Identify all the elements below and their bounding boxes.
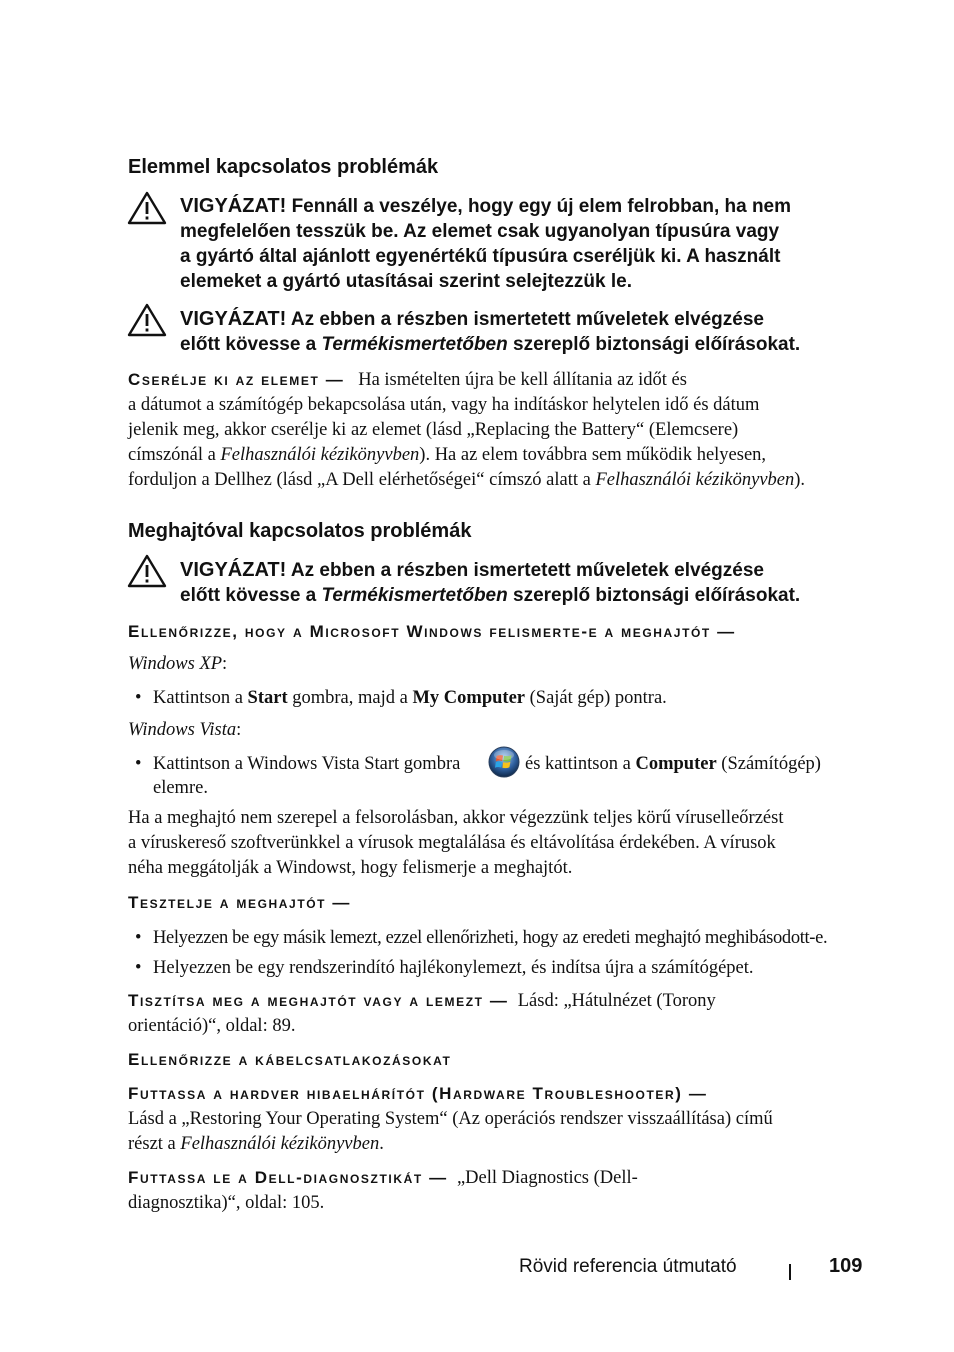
windows-vista-start-icon [488, 746, 520, 778]
paragraph-text: címszónál a [128, 445, 221, 465]
warning-triangle-icon [127, 554, 167, 588]
bullet-text: (Számítógép) [716, 754, 821, 774]
warning-safety-drive [180, 558, 800, 608]
clean-drive-subheading: Tisztítsa meg a meghajtót vagy a lemezt — [128, 991, 509, 1010]
paragraph-text: orientáció)“, oldal: 89. [128, 1016, 296, 1036]
bullet-text: és kattintson a [525, 754, 636, 774]
computer-term: Computer [635, 754, 717, 774]
footer-separator [789, 1264, 791, 1280]
paragraph-text: forduljon a Dellhez (lásd „A Dell elérhetőségei“ címszó alatt a [128, 470, 596, 490]
bullet-dot: • [135, 688, 142, 708]
windows-xp-label [128, 652, 227, 677]
paragraph-text: Lásd: „Hátulnézet (Torony [517, 991, 716, 1011]
bullet-text: Kattintson a [153, 688, 248, 708]
test-drive-subheading [128, 890, 351, 916]
replace-battery-paragraph [128, 367, 805, 493]
warning-text: Az ebben a részben ismertetett műveletek elvégzése [290, 309, 764, 330]
paragraph-text: „Dell Diagnostics (Dell- [456, 1168, 638, 1188]
virus-paragraph [128, 806, 783, 881]
paragraph-text: Lásd a „Restoring Your Operating System“ (Az operációs rendszer visszaállítása) című [128, 1109, 773, 1129]
product-info-guide-ref: Termékismertetőben [321, 334, 508, 355]
warning-label: VIGYÁZAT! [180, 308, 287, 330]
warning-text: elemeket a gyártó utasításai szerint selejtezzük le. [180, 271, 632, 292]
check-windows-subheading [128, 619, 736, 645]
paragraph-text: . [379, 1134, 384, 1154]
bullet-dot: • [135, 928, 142, 948]
bullet-text: (Saját gép) pontra. [525, 688, 667, 708]
warning-battery-explosion [180, 194, 791, 294]
warning-text: szereplő biztonsági előírásokat. [507, 334, 801, 355]
paragraph-text: részt a [128, 1134, 181, 1154]
bullet-dot: • [135, 958, 142, 978]
page-number: 109 [829, 1255, 863, 1277]
colon: : [222, 654, 228, 674]
vista-bullet-line1-cont [525, 752, 821, 777]
section-heading-drive: Meghajtóval kapcsolatos problémák [128, 520, 472, 542]
warning-label: VIGYÁZAT! [180, 559, 287, 581]
user-guide-ref: Felhasználói kézikönyvben [220, 445, 420, 465]
user-guide-ref: Felhasználói kézikönyvben [180, 1134, 380, 1154]
my-computer-term: My Computer [412, 688, 525, 708]
os-name: Windows XP [128, 654, 223, 674]
product-info-guide-ref: Termékismertetőben [321, 585, 508, 606]
replace-battery-subheading: Cserélje ki az elemet — [128, 370, 345, 389]
paragraph-text: Ha a meghajtó nem szerepel a felsorolásban, akkor végezzünk teljes körű víruselleőrzést [128, 808, 784, 828]
dell-diagnostics-paragraph [128, 1165, 638, 1216]
paragraph-text: ). [794, 470, 806, 490]
windows-vista-label [128, 718, 241, 743]
test-bullet-1: Helyezzen be egy másik lemezt, ezzel ellenőrizheti, hogy az eredeti meghajtó meghibásodott-e. [153, 928, 828, 948]
paragraph-text: jelenik meg, akkor cserélje ki az elemet (lásd „Replacing the Battery“ (Elemcsere) [128, 420, 739, 440]
warning-safety-battery [180, 307, 800, 357]
warning-text: szereplő biztonsági előírásokat. [507, 585, 801, 606]
warning-text: Az ebben a részben ismertetett műveletek elvégzése [290, 560, 764, 581]
vista-bullet-line1 [153, 752, 460, 777]
paragraph-text: néha meggátolják a Windowst, hogy felismerje a meghajtót. [128, 858, 573, 878]
hardware-troubleshooter-paragraph [128, 1081, 773, 1157]
xp-bullet [153, 686, 667, 711]
vista-bullet-line2: elemre. [153, 778, 208, 798]
subheading-text: Ellenőrizze a kábelcsatlakozásokat [128, 1050, 452, 1069]
test-bullet-2: Helyezzen be egy rendszerindító hajlékonylemezt, és indítsa újra a számítógépet. [153, 958, 754, 978]
section-heading-battery: Elemmel kapcsolatos problémák [128, 156, 439, 178]
dell-diagnostics-subheading: Futtassa le a Dell-diagnosztikát — [128, 1168, 448, 1187]
user-guide-ref: Felhasználói kézikönyvben [595, 470, 795, 490]
paragraph-text: a dátumot a számítógép bekapcsolása után, vagy ha indításkor helytelen idő és dátum [128, 395, 760, 415]
clean-drive-paragraph [128, 988, 716, 1039]
os-name: Windows Vista [128, 720, 237, 740]
warning-text: megfelelően tesszük be. Az elemet csak ugyanolyan típusúra vagy [180, 221, 780, 242]
subheading-text: Ellenőrizze, hogy a Microsoft Windows felismerte-e a meghajtót — [128, 622, 736, 641]
warning-label: VIGYÁZAT! [180, 195, 287, 217]
bullet-text: gombra, majd a [287, 688, 413, 708]
paragraph-text: a víruskereső szoftverünkkel a vírusok megtalálása és eltávolítása érdekében. A vírusok [128, 833, 776, 853]
warning-triangle-icon [127, 303, 167, 337]
bullet-dot: • [135, 754, 142, 774]
warning-text: a gyártó által ajánlott egyenértékű típusúra cseréljük ki. A használt [180, 246, 781, 267]
warning-text: Fennáll a veszélye, hogy egy új elem felrobban, ha nem [291, 196, 792, 217]
paragraph-text: Ha ismételten újra be kell állítania az időt és [358, 370, 687, 390]
warning-triangle-icon [127, 191, 167, 225]
colon: : [236, 720, 242, 740]
warning-text: előtt kövesse a [180, 334, 322, 355]
warning-text: előtt kövesse a [180, 585, 322, 606]
check-cables-subheading [128, 1047, 451, 1073]
paragraph-text: ). Ha az elem továbbra sem működik helyesen, [419, 445, 767, 465]
hardware-troubleshooter-subheading: Futtassa a hardver hibaelhárítót (Hardware Troubleshooter) — [128, 1084, 708, 1103]
start-term: Start [247, 688, 288, 708]
footer-title: Rövid referencia útmutató [519, 1256, 737, 1277]
bullet-text: Kattintson a Windows Vista Start gombra [153, 754, 461, 774]
subheading-text: Tesztelje a meghajtót — [128, 893, 352, 912]
paragraph-text: diagnosztika)“, oldal: 105. [128, 1193, 325, 1213]
